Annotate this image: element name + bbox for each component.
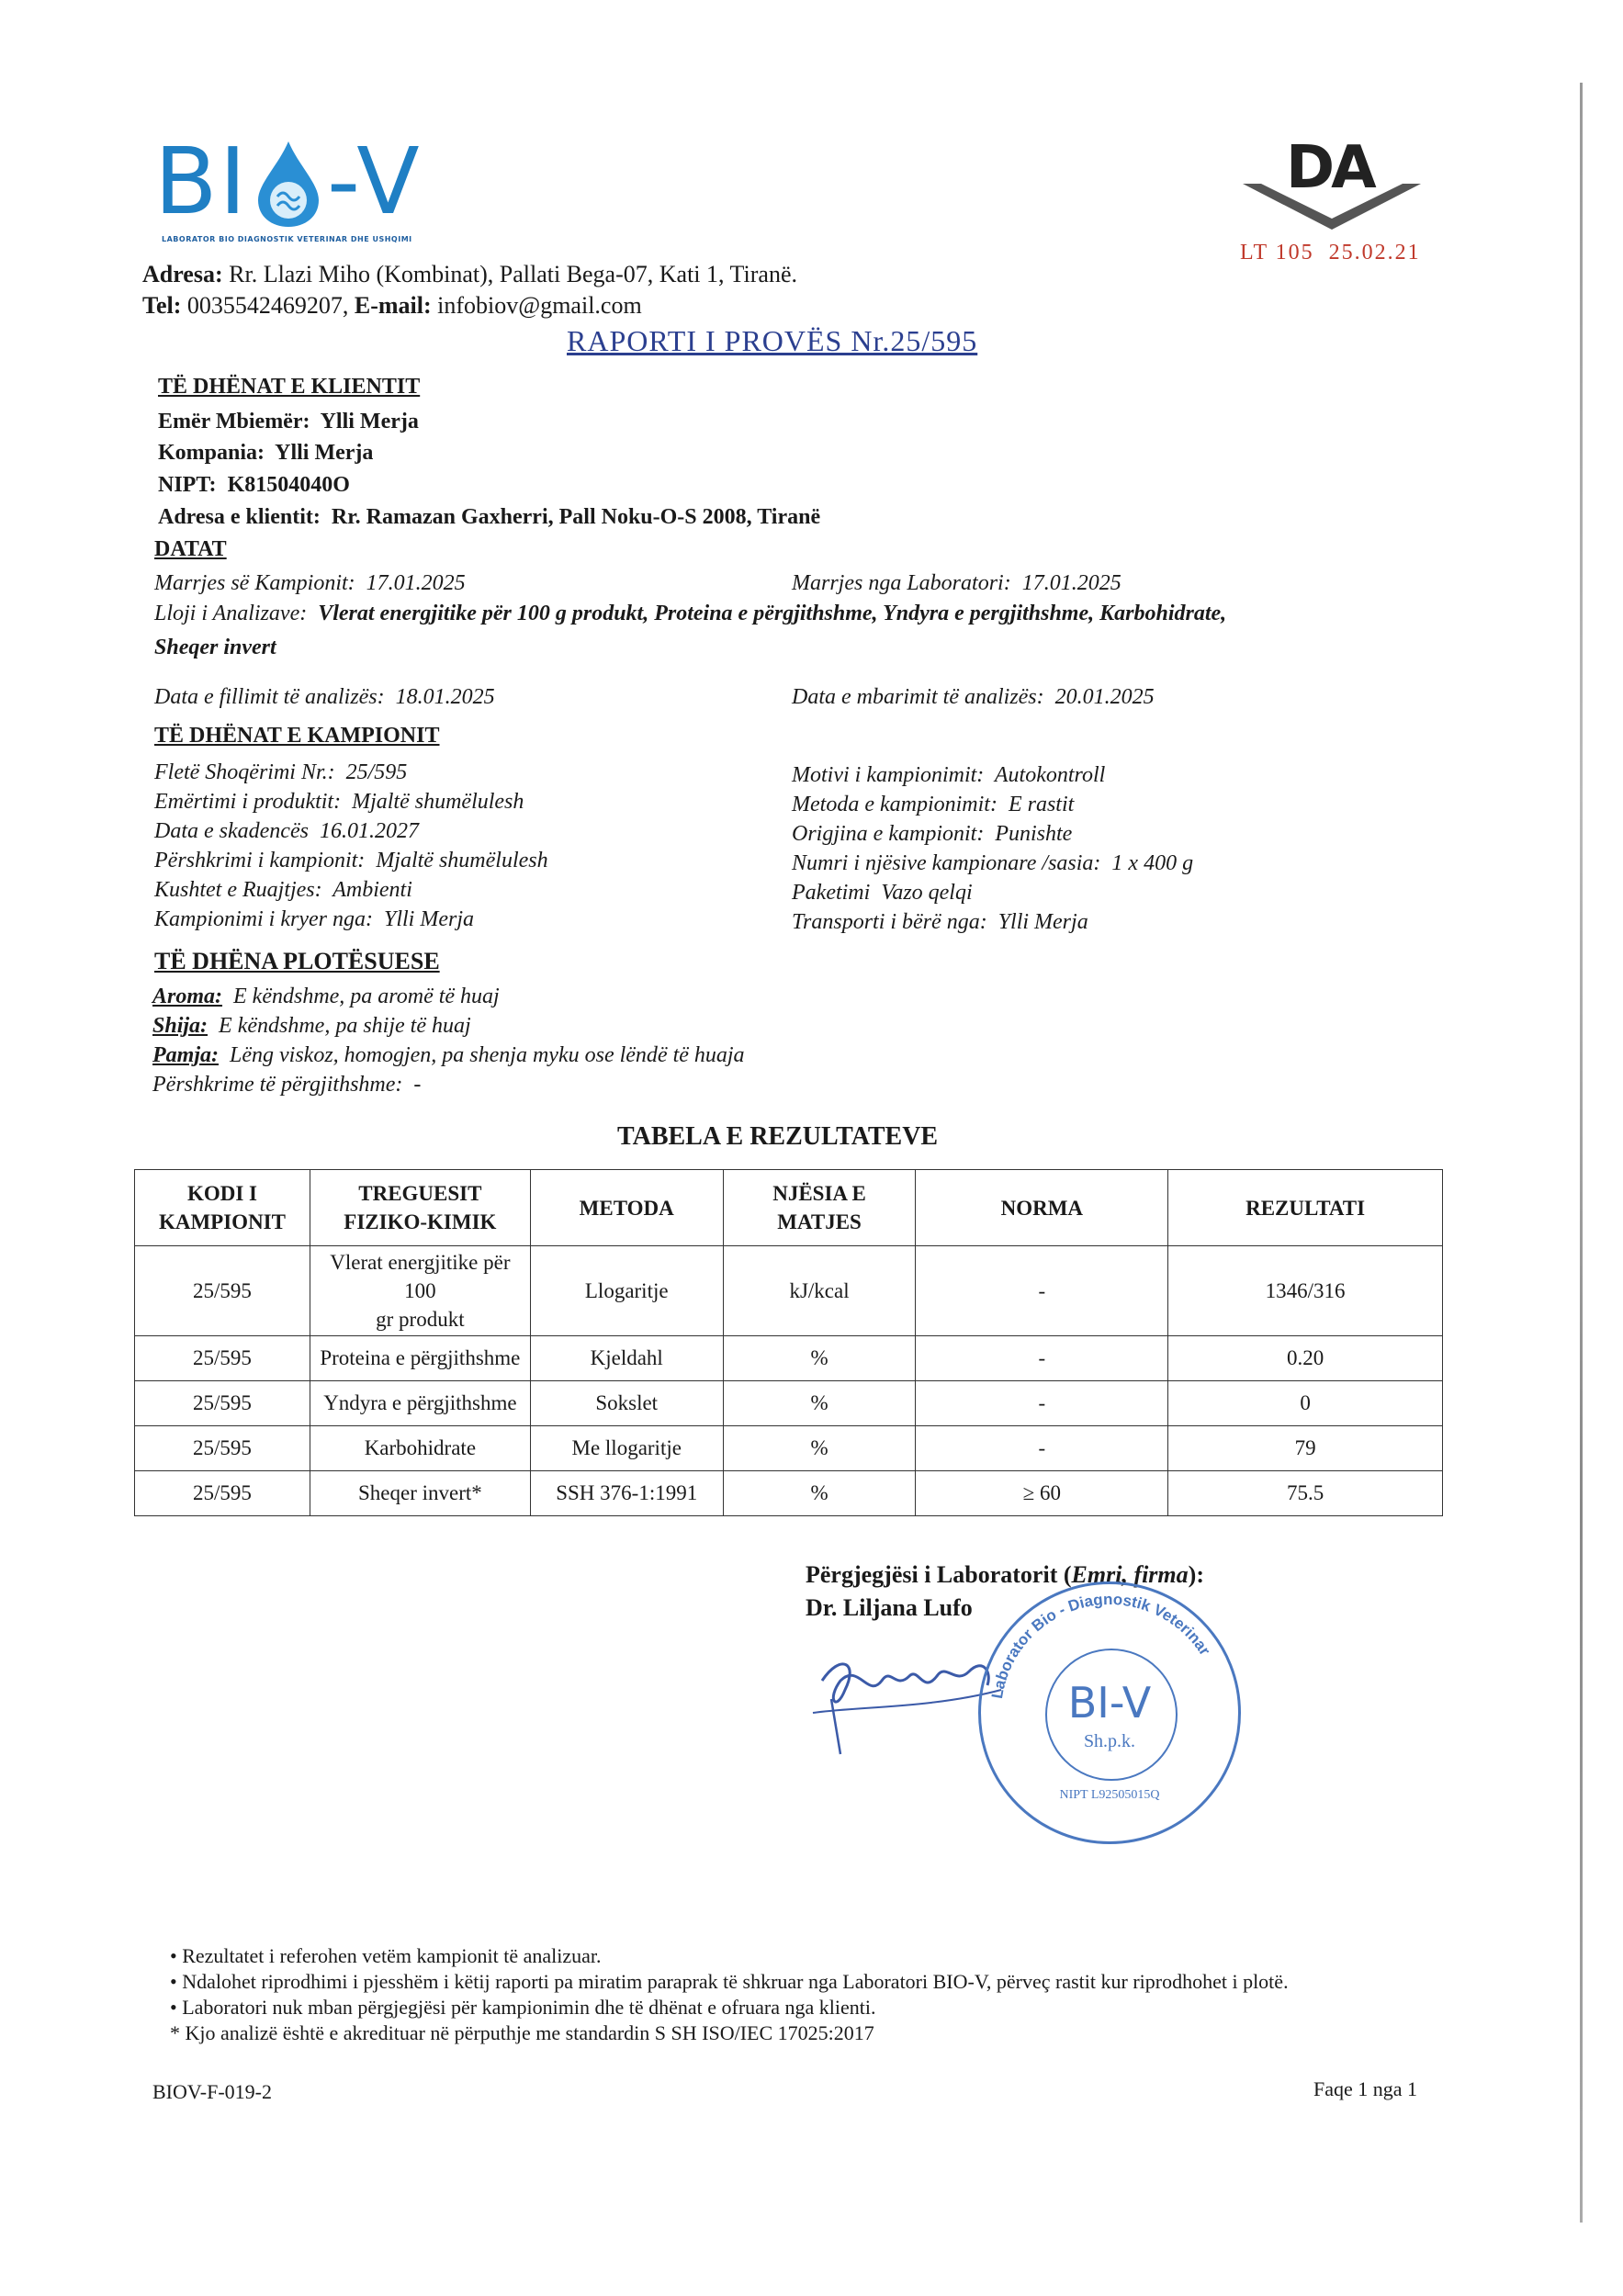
lab-received-row: [792, 571, 1121, 596]
cell-unit: %: [723, 1471, 916, 1516]
cell-unit: %: [723, 1336, 916, 1381]
sample-left-label: Emërtimi i produktit:: [154, 790, 342, 814]
sample-right-value: Ylli Merja: [997, 910, 1088, 934]
analysis-start-label: Data e fillimit të analizës:: [154, 685, 385, 709]
results-table: [134, 1169, 1443, 1516]
sample-right-value: Autokontroll: [994, 763, 1106, 787]
sample-left-value: 16.01.2027: [319, 819, 419, 843]
scan-edge: [1580, 83, 1583, 2223]
sample-received-value: 17.01.2025: [366, 571, 466, 595]
client-name-row: [158, 410, 419, 434]
cell-norm: -: [916, 1246, 1168, 1336]
cell-method: Sokslet: [530, 1381, 723, 1426]
signature-title-suffix: ):: [1188, 1561, 1204, 1588]
analysis-start-row: [154, 685, 495, 710]
footnote-item: • Rezultatet i referohen vetëm kampionit të analizuar.: [170, 1944, 602, 1967]
table-row: [135, 1336, 1443, 1381]
supplementary-heading: TË DHËNA PLOTËSUESE: [154, 948, 440, 974]
sample-left-value: Mjaltë shumëlulesh: [376, 849, 548, 872]
analysis-type-label: Lloji i Analizave:: [154, 602, 308, 625]
form-code: BIOV-F-019-2: [152, 2080, 272, 2103]
cell-code: 25/595: [135, 1471, 310, 1516]
lab-address: [142, 261, 797, 288]
logo-subtitle: LABORATOR BIO DIAGNOSTIK VETERINAR DHE USHQIMI: [162, 235, 412, 243]
sample-left-row: [154, 849, 548, 873]
water-drop-icon: [251, 138, 326, 230]
email-value: infobiov@gmail.com: [437, 292, 642, 319]
sample-received-row: [154, 571, 466, 596]
analysis-type-row: [154, 602, 1226, 626]
analysis-type-value: Vlerat energjitike për 100 g produkt, Proteina e përgjithshme, Yndyra e pergjithshme, Karbohidrate,: [318, 602, 1227, 625]
sample-left-row: [154, 819, 419, 844]
sample-right-row: [792, 793, 1074, 817]
column-header-method: METODA: [530, 1170, 723, 1246]
cell-norm: ≥ 60: [916, 1471, 1168, 1516]
sample-right-value: E rastit: [1008, 793, 1075, 816]
sample-left-label: Kampionimi i kryer nga:: [154, 907, 373, 931]
cell-method: Me llogaritje: [530, 1426, 723, 1471]
taste-label: Shija:: [152, 1014, 209, 1038]
signature-title-italic: Emri, firma: [1071, 1561, 1189, 1588]
sample-left-row: [154, 878, 412, 903]
cell-method: SSH 376-1:1991: [530, 1471, 723, 1516]
cell-norm: -: [916, 1336, 1168, 1381]
lab-contact: [142, 292, 642, 320]
sample-right-row: [792, 851, 1193, 876]
accreditation-logo: [1235, 134, 1428, 239]
lab-received-value: 17.01.2025: [1021, 571, 1121, 595]
table-row: [135, 1381, 1443, 1426]
cell-indicator: Vlerat energjitike për 100 gr produkt: [310, 1246, 530, 1336]
sample-right-label: Origjina e kampionit:: [792, 822, 985, 846]
sample-left-value: Mjaltë shumëlulesh: [352, 790, 524, 814]
sample-left-label: Data e skadencës: [154, 819, 309, 843]
footnote-item: * Kjo analizë është e akredituar në përputhje me standardin S SH ISO/IEC 17025:2017: [170, 2021, 874, 2044]
results-heading: TABELA E REZULTATEVE: [617, 1122, 939, 1151]
sample-left-label: Përshkrimi i kampionit:: [154, 849, 366, 872]
cell-unit: kJ/kcal: [723, 1246, 916, 1336]
general-value: -: [413, 1073, 422, 1097]
appearance-value: Lëng viskoz, homogjen, pa shenja myku ose lëndë të huaja: [230, 1043, 745, 1067]
lab-received-label: Marrjes nga Laboratori:: [792, 571, 1011, 595]
aroma-value: E këndshme, pa aromë të huaj: [233, 985, 500, 1008]
cell-code: 25/595: [135, 1426, 310, 1471]
column-header-result: REZULTATI: [1168, 1170, 1443, 1246]
client-name-value: Ylli Merja: [320, 410, 419, 433]
dates-heading: DATAT: [154, 537, 227, 561]
appearance-row: [152, 1043, 745, 1068]
footnotes: [170, 1943, 1456, 2046]
cell-unit: %: [723, 1381, 916, 1426]
client-nipt-row: [158, 473, 350, 498]
sample-left-value: Ylli Merja: [383, 907, 474, 931]
cell-indicator: Karbohidrate: [310, 1426, 530, 1471]
client-address-label: Adresa e klientit:: [158, 505, 321, 529]
signatory-name: Dr. Liljana Lufo: [806, 1594, 973, 1621]
stamp-outer-text: Laborator Bio - Diagnostik Veterinar: [988, 1590, 1214, 1700]
analysis-type-value-line2: Sheqer invert: [154, 636, 276, 659]
general-row: [152, 1073, 421, 1097]
client-nipt-label: NIPT:: [158, 473, 217, 497]
appearance-label: Pamja:: [152, 1043, 219, 1067]
sample-right-value: Vazo qelqi: [881, 881, 973, 905]
logo-text-right: -V: [327, 128, 422, 235]
footnote-item: • Ndalohet riprodhimi i pjesshëm i këtij raporti pa miratim paraprak të shkruar nga Laboratori BIO-V, përveç rastit kur riprodhohet i plotë.: [170, 1970, 1289, 1993]
sample-heading: TË DHËNAT E KAMPIONIT: [154, 724, 440, 748]
brand-logo: [154, 128, 457, 246]
cell-result: 75.5: [1168, 1471, 1443, 1516]
cell-indicator: Proteina e përgjithshme: [310, 1336, 530, 1381]
logo-text-left: BI: [154, 128, 249, 235]
address-value: Rr. Llazi Miho (Kombinat), Pallati Bega-07, Kati 1, Tiranë.: [229, 261, 797, 287]
sample-left-value: Ambienti: [332, 878, 412, 902]
sample-left-label: Fletë Shoqërimi Nr.:: [154, 760, 335, 784]
cell-norm: -: [916, 1426, 1168, 1471]
cell-method: Llogaritje: [530, 1246, 723, 1336]
cell-norm: -: [916, 1381, 1168, 1426]
sample-right-row: [792, 910, 1088, 935]
tel-label: Tel:: [142, 292, 182, 319]
aroma-row: [152, 985, 500, 1009]
cell-result: 1346/316: [1168, 1246, 1443, 1336]
report-title: RAPORTI I PROVËS Nr.25/595: [567, 324, 978, 357]
aroma-label: Aroma:: [152, 985, 223, 1008]
sample-left-row: [154, 907, 474, 932]
footnote-item: • Laboratori nuk mban përgjegjësi për kampionimin dhe të dhënat e ofruara nga klienti.: [170, 1996, 876, 2019]
lab-stamp: [978, 1581, 1241, 1844]
cell-result: 0.20: [1168, 1336, 1443, 1381]
sample-right-value: 1 x 400 g: [1111, 851, 1194, 875]
cell-method: Kjeldahl: [530, 1336, 723, 1381]
table-header-row: [135, 1170, 1443, 1246]
client-company-value: Ylli Merja: [275, 441, 374, 465]
sample-right-value: Punishte: [995, 822, 1073, 846]
sample-right-label: Paketimi: [792, 881, 871, 905]
stamp-code-text: NIPT L92505015Q: [1059, 1788, 1160, 1802]
analysis-end-value: 20.01.2025: [1054, 685, 1155, 709]
sample-left-value: 25/595: [345, 760, 408, 784]
sample-right-row: [792, 822, 1072, 847]
sample-left-row: [154, 760, 407, 785]
cell-indicator: Yndyra e përgjithshme: [310, 1381, 530, 1426]
sample-right-label: Metoda e kampionimit:: [792, 793, 997, 816]
column-header-unit: NJËSIA E MATJES: [723, 1170, 916, 1246]
taste-value: E këndshme, pa shije të huaj: [219, 1014, 471, 1038]
analysis-start-value: 18.01.2025: [395, 685, 495, 709]
sample-right-label: Motivi i kampionimit:: [792, 763, 985, 787]
sample-left-label: Kushtet e Ruajtjes:: [154, 878, 322, 902]
cell-unit: %: [723, 1426, 916, 1471]
stamp-sub-text: Sh.p.k.: [1083, 1731, 1136, 1751]
signature-title-prefix: Përgjegjësi i Laboratorit (: [806, 1561, 1072, 1588]
sample-left-row: [154, 790, 524, 815]
general-label: Përshkrime të përgjithshme:: [152, 1073, 403, 1097]
cell-code: 25/595: [135, 1381, 310, 1426]
table-row: [135, 1426, 1443, 1471]
column-header-code: KODI I KAMPIONIT: [135, 1170, 310, 1246]
sample-right-row: [792, 881, 973, 906]
cell-code: 25/595: [135, 1336, 310, 1381]
cell-code: 25/595: [135, 1246, 310, 1336]
stamp-center-text: BI-V: [1067, 1678, 1152, 1728]
column-header-indicator: TREGUESIT FIZIKO-KIMIK: [310, 1170, 530, 1246]
table-row: [135, 1246, 1443, 1336]
page-number: Faqe 1 nga 1: [1313, 2077, 1418, 2100]
client-address-row: [158, 505, 820, 530]
analysis-end-label: Data e mbarimit të analizës:: [792, 685, 1044, 709]
client-address-value: Rr. Ramazan Gaxherri, Pall Noku-O-S 2008, Tiranë: [331, 505, 821, 529]
client-company-row: [158, 441, 373, 466]
client-company-label: Kompania:: [158, 441, 265, 465]
table-row: [135, 1471, 1443, 1516]
analysis-end-row: [792, 685, 1155, 710]
client-nipt-value: K81504040O: [227, 473, 350, 497]
client-heading: TË DHËNAT E KLIENTIT: [158, 375, 421, 399]
cell-result: 79: [1168, 1426, 1443, 1471]
sample-right-label: Transporti i bërë nga:: [792, 910, 987, 934]
cell-result: 0: [1168, 1381, 1443, 1426]
email-label: E-mail:: [354, 292, 432, 319]
accreditation-logo-text: DA: [1286, 134, 1373, 202]
cell-indicator: Sheqer invert*: [310, 1471, 530, 1516]
client-name-label: Emër Mbiemër:: [158, 410, 310, 433]
tel-value: 0035542469207,: [186, 292, 349, 319]
sample-received-label: Marrjes së Kampionit:: [154, 571, 355, 595]
sample-right-row: [792, 763, 1105, 788]
address-label: Adresa:: [142, 261, 223, 287]
accreditation-code: LT 105 25.02.21: [1240, 241, 1421, 264]
column-header-norm: NORMA: [916, 1170, 1168, 1246]
sample-right-label: Numri i njësive kampionare /sasia:: [792, 851, 1101, 875]
taste-row: [152, 1014, 471, 1039]
